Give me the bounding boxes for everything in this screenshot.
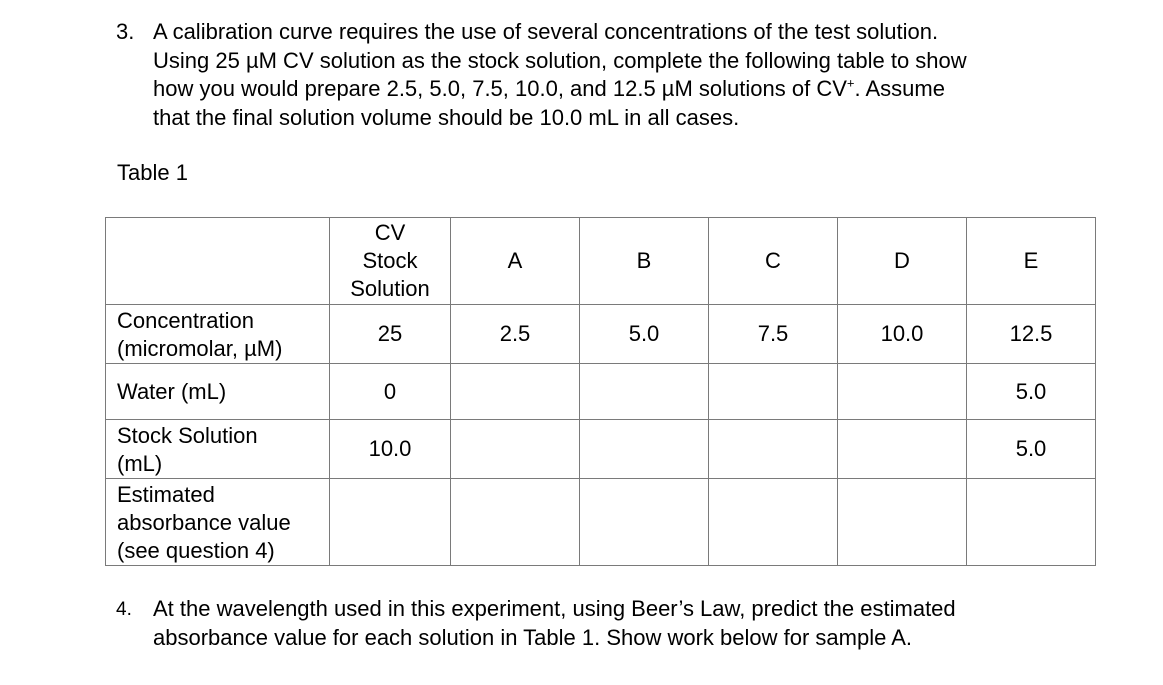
row-label-water: Water (mL) <box>106 364 330 420</box>
question-3-text-main: A calibration curve requires the use of several concentrations of the test solution. Using 25 µM CV solution as the stock solution, complete the following table to show how you would prepare 2.5, 5.0, 7.5, 10.0, and 12.5 µM solutions of CV <box>153 19 967 101</box>
table-row-water <box>106 364 1096 420</box>
table-cell <box>451 479 580 566</box>
table-cell: 0 <box>330 364 451 420</box>
table-cell <box>451 420 580 479</box>
header-cell-d: D <box>838 218 967 305</box>
header-cell-e: E <box>967 218 1096 305</box>
table-cell: 5.0 <box>967 364 1096 420</box>
question-4-number: 4. <box>116 599 132 620</box>
header-cell-b: B <box>580 218 709 305</box>
table-row-concentration <box>106 305 1096 364</box>
header-cell-empty <box>106 218 330 305</box>
table-cell: 7.5 <box>709 305 838 364</box>
table-label: Table 1 <box>117 160 188 185</box>
table-cell <box>580 364 709 420</box>
table-cell <box>838 364 967 420</box>
table-cell <box>451 364 580 420</box>
header-cell-stock <box>330 218 451 305</box>
table-cell <box>967 479 1096 566</box>
question-3-text <box>153 18 1113 132</box>
question-3-text-end: . Assume that the final solution volume should be 10.0 mL in all cases. <box>153 76 945 130</box>
table-cell: 2.5 <box>451 305 580 364</box>
row-label-stock-solution: Stock Solution (mL) <box>106 420 330 479</box>
table-cell <box>580 420 709 479</box>
table-row-absorbance <box>106 479 1096 566</box>
table-cell: 10.0 <box>330 420 451 479</box>
table-cell <box>838 420 967 479</box>
table-cell <box>330 479 451 566</box>
table-cell: 12.5 <box>967 305 1096 364</box>
table-cell <box>838 479 967 566</box>
row-label-concentration: Concentration (micromolar, µM) <box>106 305 330 364</box>
table-cell <box>709 364 838 420</box>
cv-charge-superscript: + <box>846 75 855 91</box>
table-cell <box>709 420 838 479</box>
table-cell: 25 <box>330 305 451 364</box>
row-label-absorbance: Estimated absorbance value (see question 4) <box>106 479 330 566</box>
dilution-table <box>105 217 1096 566</box>
question-4-text: At the wavelength used in this experiment, using Beer’s Law, predict the estimated absorbance value for each solution in Table 1. Show work below for sample A. <box>153 596 956 650</box>
table-cell <box>580 479 709 566</box>
question-3-number: 3. <box>116 19 135 44</box>
table-row-stock-solution <box>106 420 1096 479</box>
table-cell: 5.0 <box>967 420 1096 479</box>
table-header-row <box>106 218 1096 305</box>
header-stock-label: CV Stock Solution <box>350 220 430 301</box>
header-cell-a: A <box>451 218 580 305</box>
table-cell <box>709 479 838 566</box>
table-cell: 5.0 <box>580 305 709 364</box>
header-cell-c: C <box>709 218 838 305</box>
table-cell: 10.0 <box>838 305 967 364</box>
